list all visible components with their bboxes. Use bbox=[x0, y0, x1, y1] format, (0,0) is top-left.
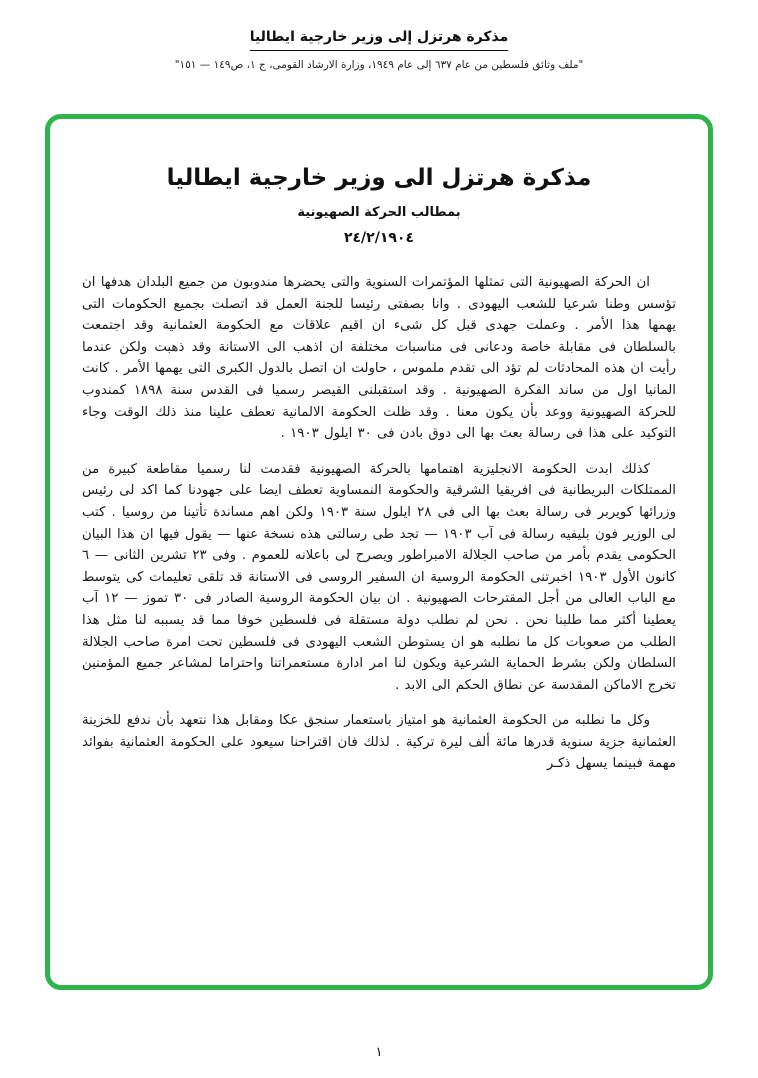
document-green-frame bbox=[45, 114, 713, 990]
document-title: مذكرة هرتزل الى وزير خارجية ايطاليا bbox=[166, 165, 592, 191]
header-title: مذكرة هرتزل إلى وزير خارجية ايطاليا bbox=[250, 29, 509, 51]
document-body bbox=[76, 272, 682, 775]
page-header bbox=[0, 0, 758, 71]
paragraph: كذلك ابدت الحكومة الانجليزية اهتمامها بالحركة الصهيونية فقدمت لنا رسميا مقاطعة كبيرة من الممتلكات البريطانية فى افريقيا الشرقية والحكومة النمساوية تعطف ايضا على جهودنا كما اكد لى رئيس وزرائها كويربر فى رسالة بعث بها الى فى ٢٨ ايلول سنة ١٩٠٣ ولكن اهم مساندة تأتينا من روسيا . كتب لى الوزير فون بليفيه رسالة فى آب ١٩٠٣ — تجد طى رسالتى هذه نسخة عنها — يقول فيها ان هذا البيان الحكومى يقدم بأمر من صاحب الجلالة الامبراطور ويصرح لى باعلانه للعموم . وفى ٢٣ تشرين الثانى — ٦ كانون الأول ١٩٠٣ اخبرتنى الحكومة الروسية ان السفير الروسى فى الاستانة قد تلقى تعليمات كى يتوسط مع الباب العالى من أجل المقترحات الصهيونية . ان بيان الحكومة الروسية الصادر فى ٣٠ تموز — ١٢ آب يعطينا أكثر مما طلبنا نحن . نحن لم نطلب دولة مستقلة فى فلسطين خوفا مما قد يسببه لنا مثل هذا الطلب من صعوبات كل ما نطلبه هو ان يستوطن الشعب اليهودى فى فلسطين تحت امرة صاحب الجلالة السلطان ولكن بشرط الحماية الشرعية ويكون لنا امر ادارة مستعمراتنا واحتراما لمشاعر جميع المؤمنين تخرج الاماكن المقدسة عن نطاق الحكم الى الابد . bbox=[82, 461, 677, 693]
page-footer bbox=[0, 1041, 758, 1060]
document-date: ٢٤/٢/١٩٠٤ bbox=[343, 230, 415, 246]
header-source-line: "ملف وثائق فلسطين من عام ٦٣٧ إلى عام ١٩٤٩، وزارة الارشاد القومى، ج ١، ص١٤٩ — ١٥١" bbox=[174, 59, 584, 71]
paragraph: ان الحركة الصهيونية التى تمثلها المؤتمرات السنوية والتى يحضرها مندوبون من جميع البلدان هدفها ان تؤسس وطنا شرعيا للشعب اليهودى . وانا بصفتى رئيسا للجنة العمل قد اتصلت بجميع الحكومات التى يهمها هذا الأمر . وعملت جهدى قبل كل شىء ان اقيم علاقات مع الحكومة العثمانية وقد اجتمعت بالسلطان فى مقابلة خاصة ودعانى فى مناسبات مختلفة ان اذهب الى الاستانة وقد ذهبت ولكن عندما رأيت ان هذه المحادثات لم تؤد الى تقدم ملموس ، حاولت ان اتصل بالدول الكبرى التى يهمها الأمر . كانت المانيا اول من ساند الفكرة الصهيونية . وقد استقبلنى القيصر رسميا فى القدس سنة ١٨٩٨ كمندوب للحركة الصهيونية ووعد بأن يكون معنا . وقد ظلت الحكومة الالمانية تعطف علينا منذ ذلك الوقت وجاء التوكيد على هذا فى رسالة بعث بها الى دوق بادن فى ٣٠ ايلول ١٩٠٣ . bbox=[82, 275, 677, 442]
paragraph: وكل ما نطلبه من الحكومة العثمانية هو امتياز باستعمار سنجق عكا ومقابل هذا نتعهد بأن ندفع للخزينة العثمانية جزية سنوية قدرها مائة ألف ليرة تركية . لذلك فان اقتراحنا سيعود على الحكومة العثمانية بفوائد مهمة فبينما يسهل ذكـر bbox=[82, 713, 676, 772]
document-subtitle: بمطالب الحركة الصهيونية bbox=[297, 205, 461, 220]
page-number: ١ bbox=[375, 1045, 383, 1060]
